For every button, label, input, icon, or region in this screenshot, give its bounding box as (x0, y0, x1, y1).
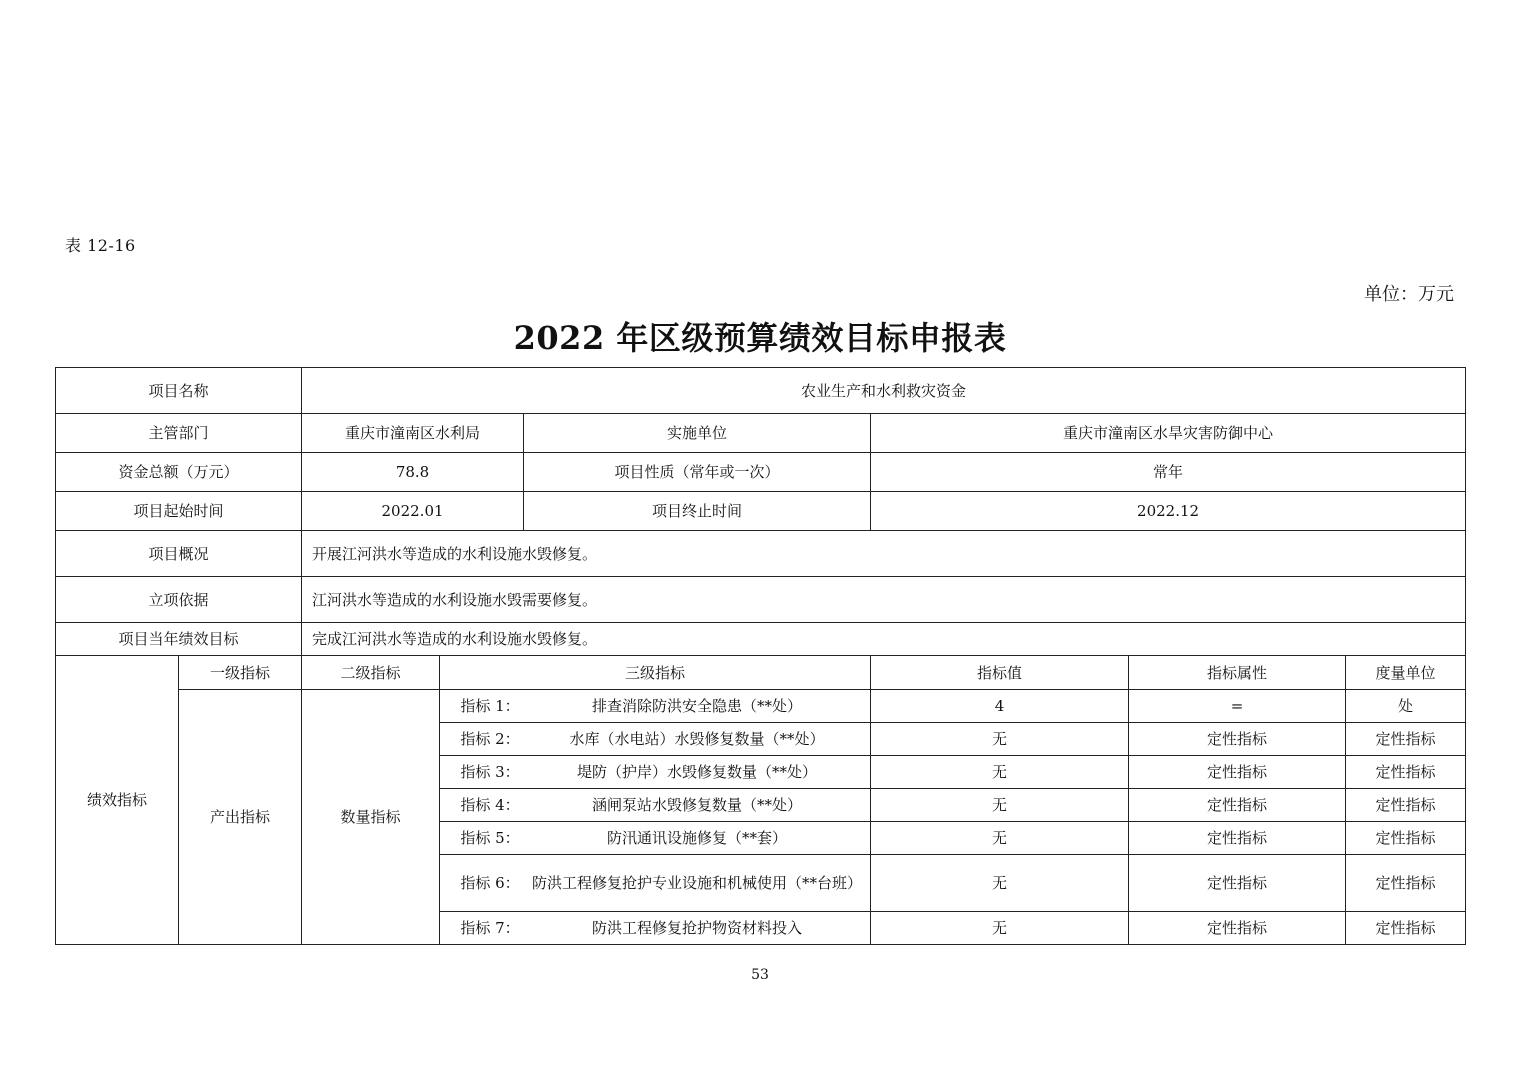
indicator-cell (440, 756, 871, 789)
department-value: 重庆市潼南区水利局 (302, 414, 524, 453)
indicator-number: 指标 4： (460, 796, 520, 814)
indicator-number: 指标 2： (460, 730, 520, 748)
indicator-value: 无 (871, 855, 1129, 912)
row-project-name (56, 368, 1466, 414)
header-value: 指标值 (871, 656, 1129, 690)
indicator-name: 涵闸泵站水毁修复数量（**处） (592, 795, 803, 814)
indicator-attribute: 定性指标 (1129, 723, 1346, 756)
indicator-attribute: 定性指标 (1129, 855, 1346, 912)
header-level2: 二级指标 (302, 656, 440, 690)
indicator-attribute: 定性指标 (1129, 789, 1346, 822)
header-level1: 一级指标 (179, 656, 302, 690)
indicator-cell (440, 912, 871, 945)
indicator-value: 无 (871, 789, 1129, 822)
indicator-unit: 定性指标 (1346, 822, 1466, 855)
indicator-number: 指标 1： (460, 697, 520, 715)
row-department (56, 414, 1466, 453)
row-basis (56, 577, 1466, 623)
basis-label: 立项依据 (56, 577, 302, 623)
overview-label: 项目概况 (56, 531, 302, 577)
unit-label: 单位：万元 (1364, 284, 1454, 305)
row-overview (56, 531, 1466, 577)
indicator-unit: 定性指标 (1346, 855, 1466, 912)
project-nature-label: 项目性质（常年或一次） (524, 453, 871, 492)
overview-value: 开展江河洪水等造成的水利设施水毁修复。 (302, 531, 1466, 577)
indicator-value: 无 (871, 723, 1129, 756)
start-time-label: 项目起始时间 (56, 492, 302, 531)
end-time-value: 2022.12 (871, 492, 1466, 531)
header-attribute: 指标属性 (1129, 656, 1346, 690)
indicator-cell (440, 789, 871, 822)
indicator-number: 指标 5： (460, 829, 520, 847)
performance-section-label: 绩效指标 (56, 656, 179, 945)
indicator-row (56, 690, 1466, 723)
row-funds (56, 453, 1466, 492)
project-name-value: 农业生产和水利救灾资金 (302, 368, 1466, 414)
total-funds-label: 资金总额（万元） (56, 453, 302, 492)
indicator-name: 堤防（护岸）水毁修复数量（**处） (577, 762, 818, 781)
total-funds-value: 78.8 (302, 453, 524, 492)
start-time-value: 2022.01 (302, 492, 524, 531)
indicator-value: 无 (871, 912, 1129, 945)
implementing-unit-label: 实施单位 (524, 414, 871, 453)
indicator-cell (440, 855, 871, 912)
page-number: 53 (751, 967, 769, 983)
indicator-name: 防汛通讯设施修复（**套） (607, 828, 788, 847)
project-nature-value: 常年 (871, 453, 1466, 492)
indicator-value: 无 (871, 822, 1129, 855)
row-indicator-header (56, 656, 1466, 690)
indicator-name: 防洪工程修复抢护专业设施和机械使用（**台班） (532, 873, 863, 892)
project-name-label: 项目名称 (56, 368, 302, 414)
page-title: 2022 年区级预算绩效目标申报表 (513, 319, 1007, 357)
indicator-cell (440, 690, 871, 723)
indicator-cell (440, 822, 871, 855)
indicator-number: 指标 7： (460, 919, 520, 937)
indicator-value: 无 (871, 756, 1129, 789)
indicator-unit: 定性指标 (1346, 756, 1466, 789)
indicator-number: 指标 3： (460, 763, 520, 781)
end-time-label: 项目终止时间 (524, 492, 871, 531)
level2-quantity: 数量指标 (302, 690, 440, 945)
indicator-attribute: 定性指标 (1129, 822, 1346, 855)
header-unit: 度量单位 (1346, 656, 1466, 690)
annual-goal-value: 完成江河洪水等造成的水利设施水毁修复。 (302, 623, 1466, 656)
indicator-unit: 定性指标 (1346, 723, 1466, 756)
header-level3: 三级指标 (440, 656, 871, 690)
basis-value: 江河洪水等造成的水利设施水毁需要修复。 (302, 577, 1466, 623)
indicator-attribute: 定性指标 (1129, 912, 1346, 945)
indicator-attribute: = (1129, 690, 1346, 723)
annual-goal-label: 项目当年绩效目标 (56, 623, 302, 656)
indicator-name: 水库（水电站）水毁修复数量（**处） (569, 729, 825, 748)
indicator-name: 排查消除防洪安全隐患（**处） (592, 696, 803, 715)
row-annual-goal (56, 623, 1466, 656)
indicator-number: 指标 6： (460, 874, 520, 892)
budget-performance-table (55, 367, 1466, 945)
indicator-unit: 处 (1346, 690, 1466, 723)
department-label: 主管部门 (56, 414, 302, 453)
indicator-value: 4 (871, 690, 1129, 723)
table-number: 表 12-16 (65, 236, 136, 255)
indicator-name: 防洪工程修复抢护物资材料投入 (592, 918, 803, 937)
level1-output: 产出指标 (179, 690, 302, 945)
indicator-unit: 定性指标 (1346, 789, 1466, 822)
indicator-unit: 定性指标 (1346, 912, 1466, 945)
implementing-unit-value: 重庆市潼南区水旱灾害防御中心 (871, 414, 1466, 453)
indicator-attribute: 定性指标 (1129, 756, 1346, 789)
indicator-cell (440, 723, 871, 756)
row-dates (56, 492, 1466, 531)
